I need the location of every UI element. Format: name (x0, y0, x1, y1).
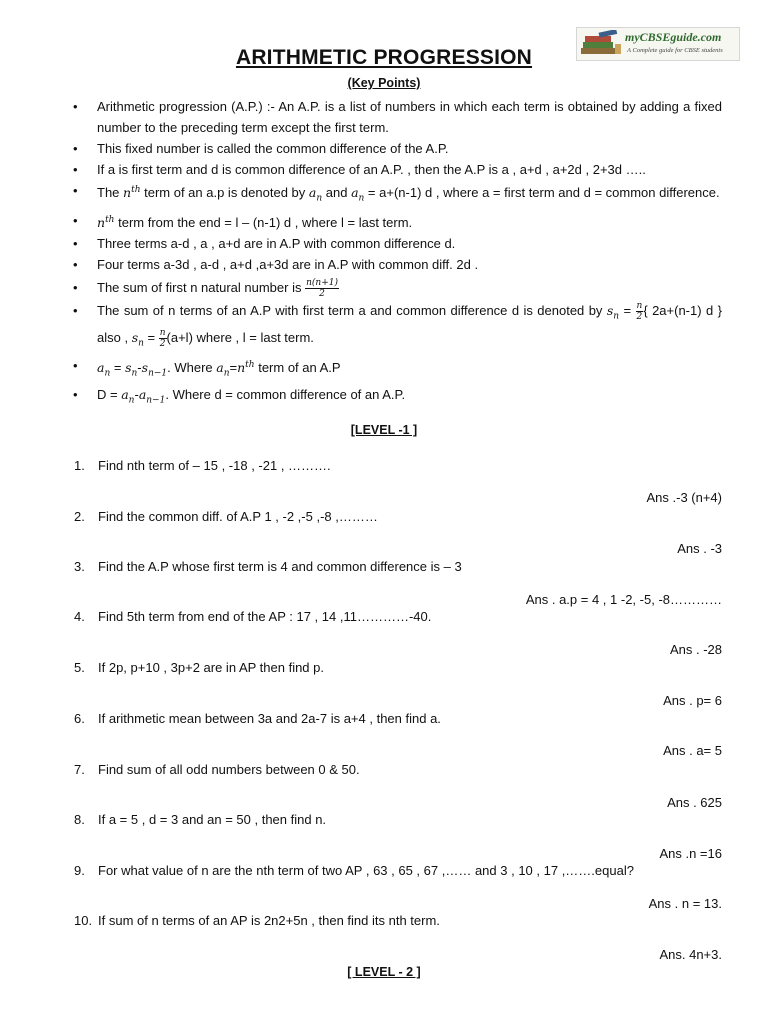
page-subtitle: (Key Points) (347, 76, 421, 90)
math-an: $a_n$ (216, 359, 230, 379)
question-text: Find the A.P whose first term is 4 and common difference is – 3 (98, 559, 462, 574)
bullet-icon: • (73, 162, 78, 177)
math-sn: $s_n$ (125, 359, 138, 379)
logo-brand-text: myCBSEguide.com (625, 30, 722, 44)
answer-10: Ans. 4n+3. (659, 947, 722, 962)
key-point-text: Arithmetic progression (A.P.) :- An A.P. is a list of numbers in which each term is obtained by adding a fixed number to the preceding term except the first term. (97, 99, 722, 135)
key-point-text: The sum of first n natural number is (97, 279, 306, 295)
key-points-list (70, 96, 722, 412)
key-point-text: and (322, 185, 352, 201)
key-point-text: The sum of n terms of an A.P with first term a and common difference d is denoted by (97, 302, 607, 318)
math-an: $a_n$ (97, 359, 111, 379)
key-point-text: (a+l) where , l = last term. (166, 330, 314, 346)
key-point-text: { 2a+(n-1) d } also , (97, 302, 722, 346)
answer-1: Ans .-3 (n+4) (646, 490, 722, 505)
key-point: • $D = a_n-a_{n-1}$. Where d = common difference of an A.P. (70, 384, 722, 412)
question-text: If 2p, p+10 , 3p+2 are in AP then find p. (98, 660, 324, 675)
logo-tagline: A Complete guide for CBSE students (627, 47, 723, 54)
key-point (70, 275, 722, 300)
math-sn: $s_n$ (131, 330, 144, 349)
answer-6: Ans . a= 5 (663, 743, 722, 758)
bullet-icon: • (73, 235, 78, 251)
key-point (70, 254, 722, 275)
question-text: Find 5th term from end of the AP : 17 , 14 ,11…………-40. (98, 609, 432, 624)
math-nth: $n^{th}$ (237, 359, 255, 375)
bullet-icon: • (73, 357, 78, 373)
key-point (70, 233, 722, 254)
bullet-icon: • (73, 141, 78, 156)
question-text: If sum of n terms of an AP is 2n2+5n , then find its nth term. (98, 913, 440, 928)
math-an: $a_n$ (351, 185, 365, 204)
key-point-text: Four terms a-3d , a-d , a+d ,a+3d are in A.P with common diff. 2d . (97, 256, 479, 272)
bullet-icon: • (73, 279, 78, 295)
key-point (70, 138, 722, 159)
key-point-text: = a+(n-1) d , where a = first term and d = common difference. (364, 185, 720, 201)
key-point (70, 159, 722, 180)
key-point-text: . Where d = common difference of an A.P. (165, 387, 406, 403)
level-1-heading: [LEVEL -1 ] (350, 423, 418, 437)
bullet-icon: • (73, 183, 78, 198)
question-text: If a = 5 , d = 3 and an = 50 , then find n. (98, 812, 327, 827)
question-text: Find sum of all odd numbers between 0 & 50. (98, 762, 360, 777)
key-point (70, 96, 722, 138)
key-point: • $a_n = s_n-s_{n-1}$. Where $a_n=n^{th}$ term of an A.P (70, 355, 722, 385)
question-text: For what value of n are the nth term of two AP , 63 , 65 , 67 ,…… and 3 , 10 , 17 ,…….equal? (98, 863, 634, 878)
answer-7: Ans . 625 (667, 795, 722, 810)
answer-9: Ans . n = 13. (648, 896, 722, 911)
math-nth: $n^{th}$ (97, 214, 115, 230)
answer-2: Ans . -3 (677, 541, 722, 556)
bullet-icon: • (73, 256, 78, 272)
bullet-icon: • (73, 212, 78, 228)
answer-4: Ans . -28 (669, 642, 722, 657)
answer-5: Ans . p= 6 (663, 693, 722, 708)
question-text: Find nth term of – 15 , -18 , -21 , ………. (98, 458, 331, 473)
key-point (70, 180, 722, 210)
key-point: • The sum of n terms of an A.P with first term a and common difference d is denoted by $s_n$ = $\frac{n}{2}$ { 2a+(n-1) d } also , $s_n$ = $\frac{n}{2}$ (a+l) where , l = last term. (73, 300, 722, 350)
bullet-icon: • (73, 302, 78, 318)
key-point-text: This fixed number is called the common difference of the A.P. (97, 141, 449, 156)
math-an: $a_n$ (121, 387, 135, 406)
question-text: Find the common diff. of A.P 1 , -2 ,-5 ,-8 ,……… (98, 509, 378, 524)
level-2-heading: [ LEVEL - 2 ] (347, 965, 421, 979)
math-sn-1: $s_{n-1}$ (141, 359, 168, 379)
key-point-text: term from the end = l – (n-1) d , where l = last term. (114, 214, 413, 230)
bullet-icon: • (73, 387, 78, 403)
fraction: $\frac{n}{2}$ (159, 328, 166, 350)
key-point (70, 210, 722, 233)
math-sn: $s_n$ (606, 302, 620, 322)
key-point-text: If a is first term and d is common difference of an A.P. , then the A.P is a , a+d , a+2d , 2+3d ….. (97, 162, 646, 177)
bullet-icon: • (73, 99, 78, 114)
answer-8: Ans .n =16 (659, 846, 722, 861)
page-title: ARITHMETIC PROGRESSION (235, 46, 533, 69)
math-n: $n^{th}$ (123, 185, 141, 201)
key-point-text: term of an a.p is denoted by (140, 185, 309, 201)
fraction: $\frac{n}{2}$ (636, 300, 643, 322)
math-an-1: $a_{n-1}$ (138, 387, 166, 406)
answer-3: Ans . a.p = 4 , 1 -2, -5, -8………… (525, 592, 722, 607)
question-text: If arithmetic mean between 3a and 2a-7 is a+4 , then find a. (98, 711, 441, 726)
fraction: $\frac{n(n+1)}{2}$ (306, 277, 338, 299)
key-point-text: The (97, 185, 124, 201)
math-an: $a_n$ (308, 185, 323, 204)
key-point-text: Three terms a-d , a , a+d are in A.P with common difference d. (97, 235, 456, 251)
